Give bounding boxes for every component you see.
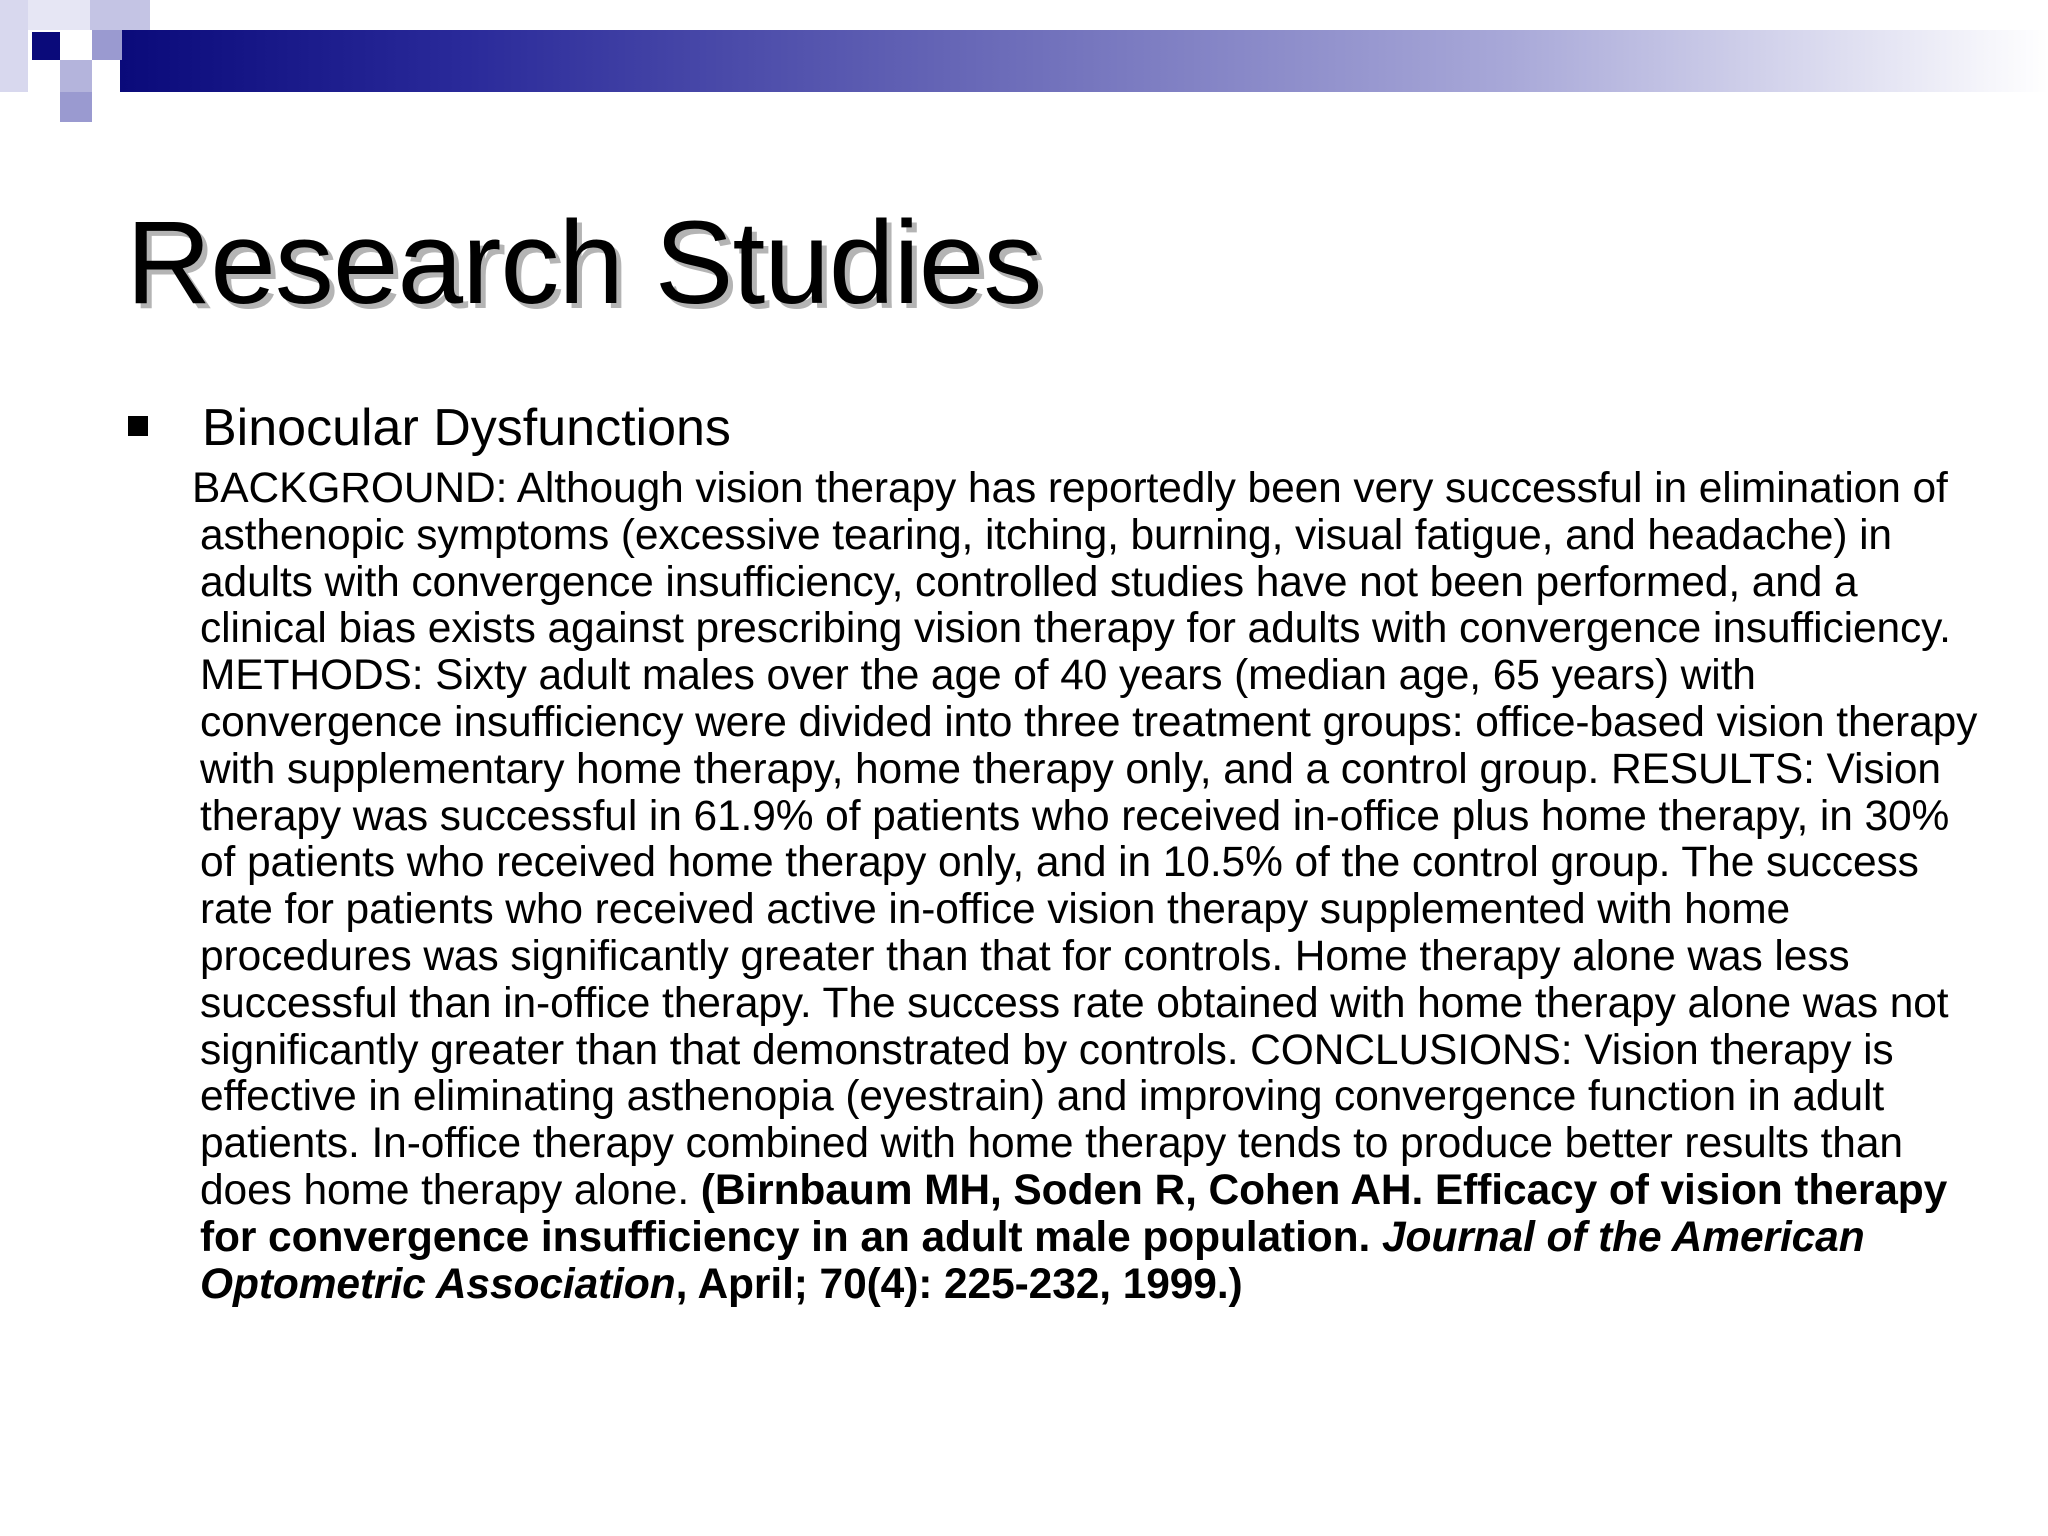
abstract-paragraph bbox=[192, 465, 1990, 1308]
corner-decoration-square bbox=[90, 0, 150, 30]
citation-text: (Birnbaum MH, Soden R, Cohen AH. Efficacy of vision therapy for convergence insufficiency in an adult male population. bbox=[200, 1166, 1948, 1261]
abstract-text: BACKGROUND: Although vision therapy has reportedly been very successful in elimination of asthenopic symptoms (excessive tearing, itching, burning, visual fatigue, and headache) in adults with convergence insufficiency, controlled studies have not been performed, and a clinical bias exists against prescribing vision therapy for adults with convergence insufficiency. METHODS: Sixty adult males over the age of 40 years (median age, 65 years) with convergence insufficiency were divided into three treatment groups: office-based vision therapy with supplementary home therapy, home therapy only, and a control group. RESULTS: Vision therapy was successful in 61.9% of patients who received in-office plus home therapy, in 30% of patients who received home therapy only, and in 10.5% of the control group. The success rate for patients who received active in-office vision therapy supplemented with home procedures was significantly greater than that for controls. Home therapy alone was less successful than in-office therapy. The success rate obtained with home therapy alone was not significantly greater than that demonstrated by controls. CONCLUSIONS: Vision therapy is effective in eliminating asthenopia (eyestrain) and improving convergence function in adult patients. In-office therapy combined with home therapy tends to produce better results than does home therapy alone. bbox=[192, 465, 1978, 1214]
citation-journal: Journal of the American Optometric Association bbox=[200, 1213, 1865, 1308]
corner-decoration-square bbox=[60, 60, 92, 92]
corner-decoration-square bbox=[92, 30, 122, 60]
bullet-label: Binocular Dysfunctions bbox=[202, 399, 731, 457]
corner-decoration-square bbox=[32, 32, 60, 60]
corner-decoration-square bbox=[0, 0, 28, 92]
square-bullet-icon bbox=[128, 416, 148, 436]
slide-title: Research Studies bbox=[126, 197, 1042, 329]
citation-details: , April; 70(4): 225-232, 1999.) bbox=[675, 1260, 1243, 1308]
header-banner bbox=[120, 30, 2048, 92]
corner-decoration-square bbox=[60, 92, 92, 122]
